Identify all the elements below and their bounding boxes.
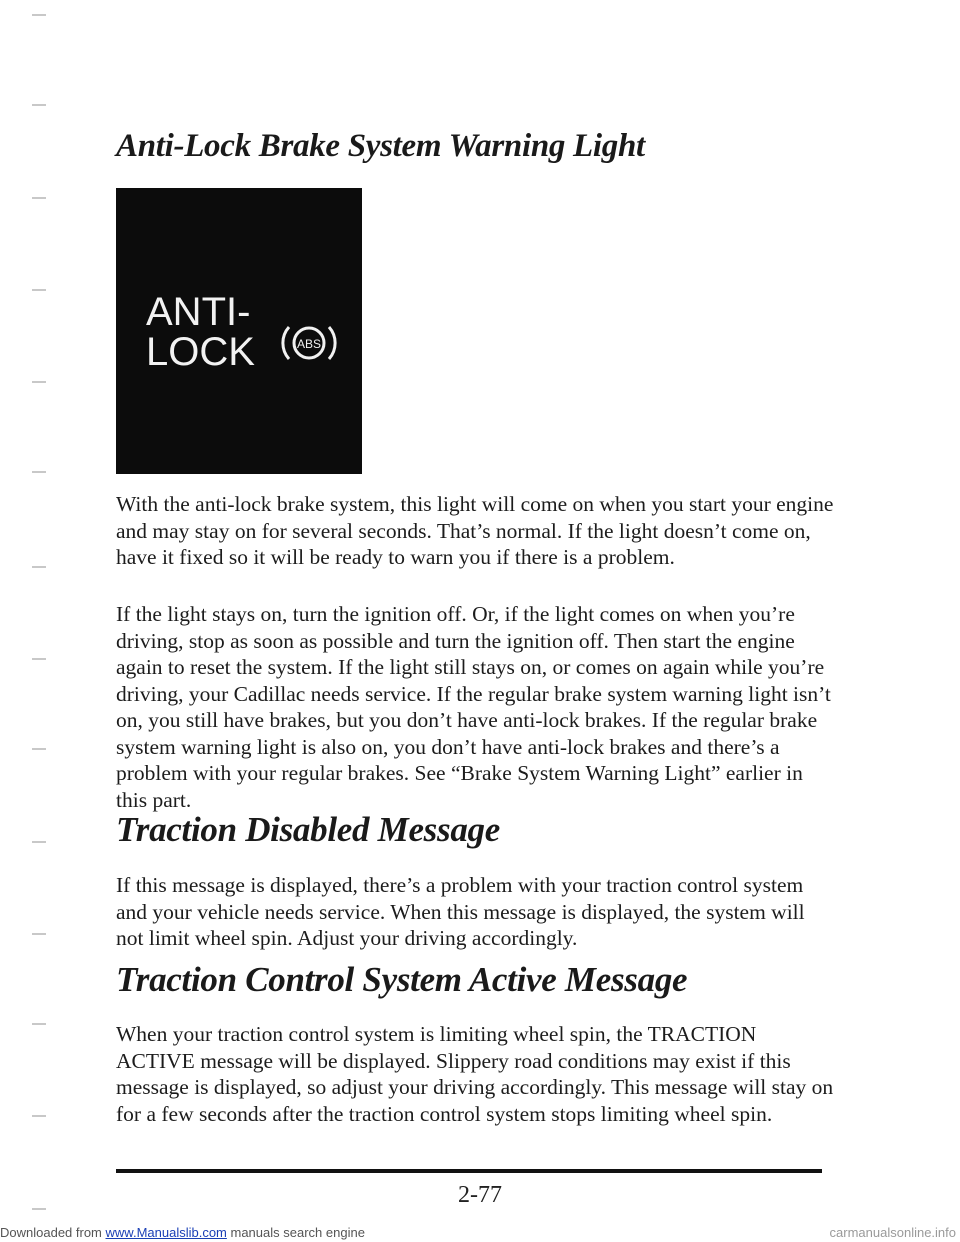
section-heading-traction-disabled: Traction Disabled Message — [116, 810, 500, 849]
paragraph: If the light stays on, turn the ignition off. Or, if the light comes on when you’re driving, stop as soon as possible and turn the ignition off. Then start the engine again to reset the system. If the light still stays on, or comes on again while you’re driving, your Cadillac needs service. If the regular brake system warning light isn’t on, you still have brakes, but you don’t have anti-lock brakes. If the regular brake system warning light is also on, you don’t have anti-lock brakes and there’s a problem with your regular brakes. See “Brake System Warning Light” earlier in this part. — [116, 602, 831, 812]
footer-prefix: Downloaded from — [0, 1225, 102, 1240]
abs-icon-text: ABS — [296, 337, 322, 351]
page-rule — [116, 1169, 822, 1173]
margin-tick — [32, 471, 46, 473]
abs-icon — [274, 316, 344, 370]
paragraph: If this message is displayed, there’s a problem with your traction control system and your vehicle needs service. When this message is displayed, the system will not limit wheel spin. Adjust your driving accordingly. — [116, 873, 805, 950]
margin-tick — [32, 381, 46, 383]
margin-tick — [32, 197, 46, 199]
lamp-label-line2: LOCK — [146, 330, 255, 374]
watermark: carmanualsonline.info — [829, 1225, 956, 1240]
paragraph: When your traction control system is limiting wheel spin, the TRACTION ACTIVE message will be displayed. Slippery road conditions may exist if this message is displayed, so adjust your driving accordingly. This message will stay on for a few seconds after the traction control system stops limiting wheel spin. — [116, 1022, 834, 1126]
margin-tick — [32, 933, 46, 935]
margin-tick — [32, 104, 46, 106]
margin-tick — [32, 14, 46, 16]
lamp-label — [146, 292, 255, 372]
manualslib-link[interactable]: www.Manualslib.com — [105, 1225, 227, 1240]
margin-tick — [32, 748, 46, 750]
section-heading-anti-lock: Anti-Lock Brake System Warning Light — [116, 128, 645, 164]
margin-tick — [32, 289, 46, 291]
page-number: 2-77 — [458, 1182, 502, 1208]
margin-tick — [32, 1023, 46, 1025]
section-heading-traction-active: Traction Control System Active Message — [116, 960, 688, 999]
margin-tick — [32, 566, 46, 568]
footer-suffix: manuals search engine — [226, 1225, 365, 1240]
margin-tick — [32, 841, 46, 843]
anti-lock-warning-light-image — [116, 188, 362, 474]
download-footer — [0, 1225, 365, 1240]
paragraph: With the anti-lock brake system, this light will come on when you start your engine and may stay on for several seconds. That’s normal. If the light doesn’t come on, have it fixed so it will be ready to warn you if there is a problem. — [116, 492, 834, 569]
lamp-label-line1: ANTI- — [146, 290, 251, 334]
margin-tick — [32, 658, 46, 660]
margin-tick — [32, 1115, 46, 1117]
